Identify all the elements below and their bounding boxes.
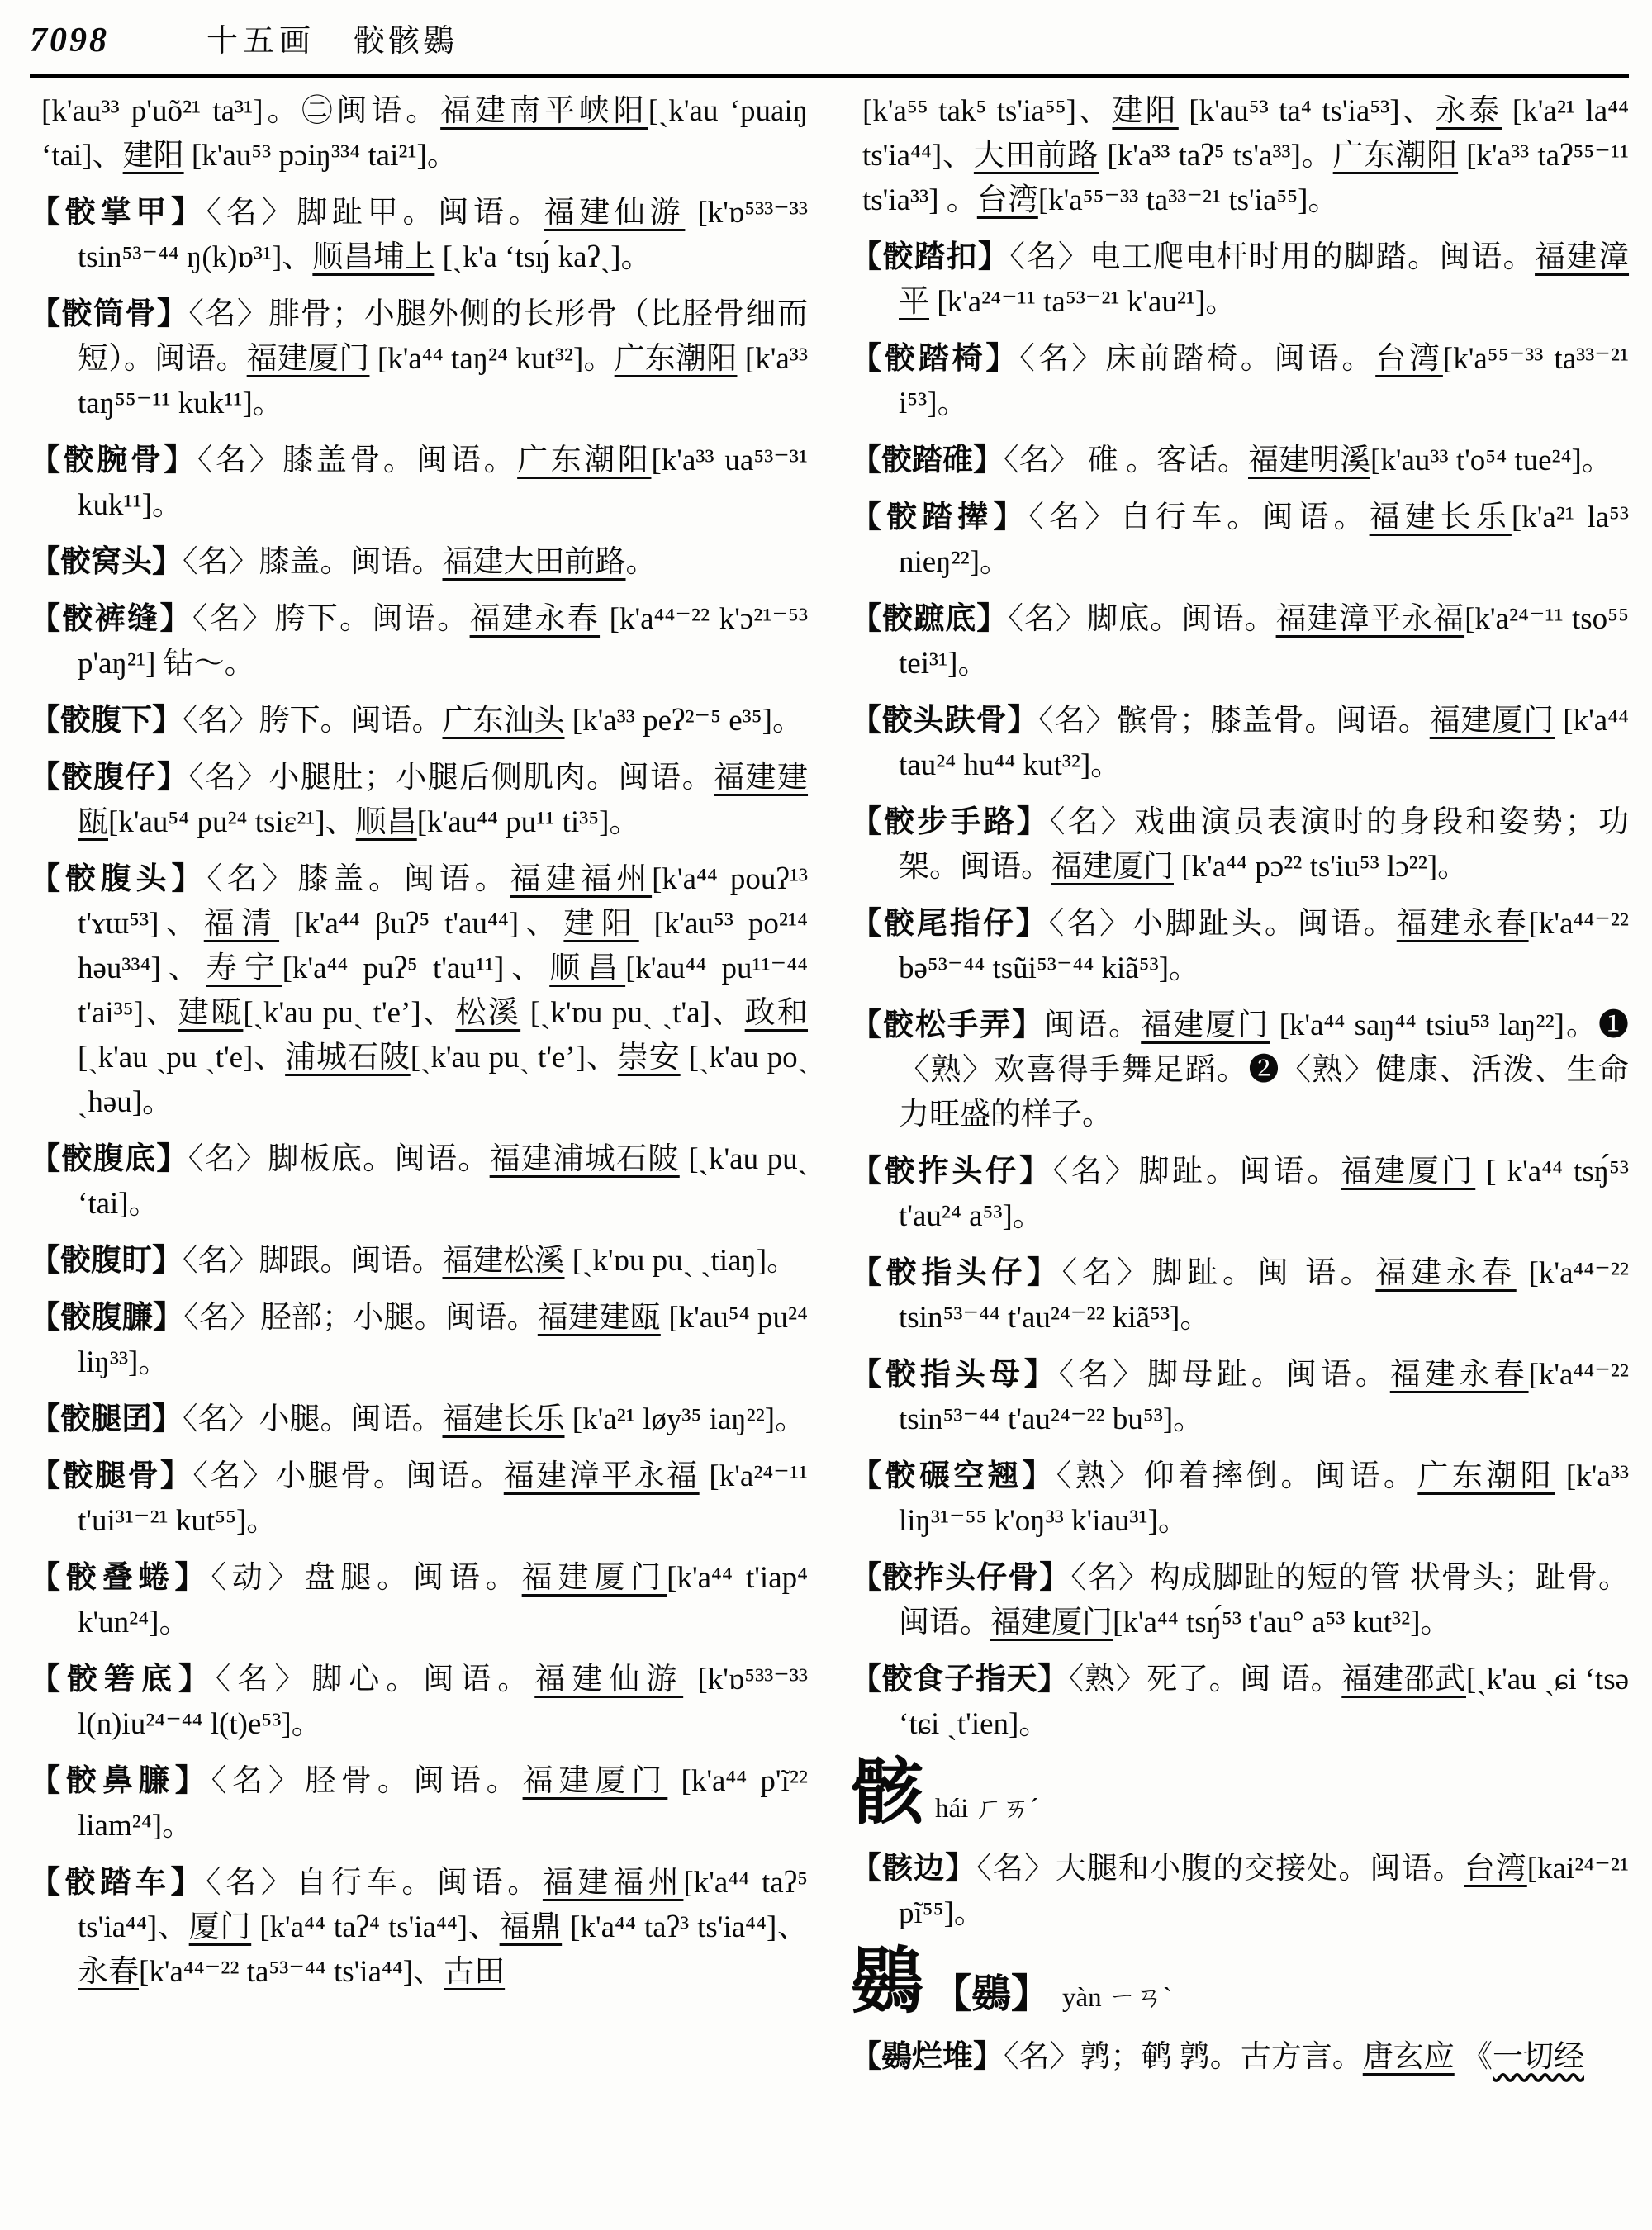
underlined-proper-noun: 福建福州 [510,862,653,896]
entry-text: [k'a²⁴⁻¹¹ t'ui³¹⁻²¹ kut⁵⁵]。 [78,1459,809,1538]
traditional-form: 【鷃】 [932,1972,1051,2017]
dictionary-entry [851,1658,1629,1747]
underlined-proper-noun: 崇安 [617,1041,681,1075]
entry-headword: 【骹步手路】 [851,805,1050,839]
entry-headword: 【骹尾指仔】 [851,907,1049,941]
underlined-proper-noun: 福清 [203,907,280,941]
entry-text: [k'au⁵³ ta⁴ ts'ia⁵³]、 [1178,94,1436,128]
entry-text: 〈名〉床前踏椅。闽语。 [1019,342,1376,376]
entry-text: [ˏk'au puˏ t'eʼ]、 [243,996,456,1030]
character-headword [851,1942,1629,2023]
entry-text: [k'a⁴⁴ pouʔ¹³ t'ɤɯ⁵³]、 [78,862,809,941]
underlined-proper-noun: 福建松溪 [442,1244,565,1278]
entry-headword: 【骹腿囝】 [30,1402,183,1436]
entry-text: 《 [1454,2040,1493,2075]
entry-text: [k'a²¹ løy³⁵ iaŋ²²]。 [564,1402,806,1436]
entry-text: 〈名〉脚趾。闽 语。 [1061,1256,1376,1290]
entry-text: 〈名〉小脚趾头。闽语。 [1048,907,1397,941]
entry-text: [k'a⁵⁵⁻³³ ta³³⁻²¹ ts'ia⁵⁵]。 [1037,183,1339,217]
entry-text: 〈名〉胫部；小腿。闽语。 [183,1301,538,1335]
entry-text: [k'a²⁴⁻¹¹ ta⁵³⁻²¹ k'au²¹]。 [929,285,1237,319]
entry-text: [k'a⁴⁴⁻²² tsin⁵³⁻⁴⁴ t'au²⁴⁻²² bu⁵³]。 [899,1358,1629,1436]
entry-text: [k'au⁵⁴ pu²⁴ tsiɛ²¹]、 [108,805,356,839]
entry-text: [ˏk'au puˏ ʻtai]。 [78,1142,809,1221]
underlined-proper-noun: 福建永春 [1396,907,1529,941]
left-column [30,89,808,2092]
entry-headword: 【骹蹠底】 [851,602,1009,636]
underlined-proper-noun: 福建仙游 [544,196,686,230]
entry-text: [k'a³³ taŋ⁵⁵⁻¹¹ kuk¹¹]。 [78,342,808,420]
entry-text: 〈名〉脚母趾。闽语。 [1058,1358,1390,1392]
underlined-proper-noun: 福建建瓯 [78,761,809,839]
entry-headword: 【骸边】 [851,1851,977,1886]
entry-headword: 【骹腹仔】 [30,761,189,795]
underlined-proper-noun: 福鼎 [499,1910,563,1944]
entry-headword: 【骹拃头仔骨】 [851,1561,1071,1595]
entry-text: 〈熟〉死了。闽 语。 [1068,1663,1342,1696]
entry-text: 〈名〉构成脚趾的短的管 状骨头；趾骨。闽语。 [899,1561,1630,1639]
dictionary-entry [851,1847,1629,1936]
entry-text: [k'au⁴⁴ pu¹¹ ti³⁵]。 [416,805,640,839]
dictionary-entry [851,1353,1629,1442]
underlined-proper-noun: 福建永春 [1375,1256,1517,1290]
underlined-proper-noun: 福建仙游 [534,1663,684,1696]
entry-text: [k'au⁴⁴ pu¹¹⁻⁴⁴ t'ai³⁵]、 [78,951,809,1030]
underlined-proper-noun: 福建厦门 [1341,1155,1476,1189]
entry-text: [k'a⁴⁴⁻²² tsin⁵³⁻⁴⁴ t'au²⁴⁻²² kiã⁵³]。 [899,1256,1630,1335]
entry-text: [k'a⁴⁴ tsŋ́⁵³ t'au° a⁵³ kut³²]。 [1113,1606,1451,1639]
entry-headword: 【骹腕骨】 [30,444,197,477]
underlined-proper-noun: 福建厦门 [522,1764,668,1798]
dictionary-entry [30,1861,808,1995]
entry-text: [k'a⁴⁴ t'iap⁴ k'un²⁴]。 [78,1561,809,1639]
entry-text: [k'a³³ taʔ⁵⁵⁻¹¹ ts'ia³³] 。 [862,139,1630,217]
header-rule [30,74,1629,78]
entry-continuation [851,89,1629,223]
underlined-proper-noun: 福建厦门 [246,342,370,376]
underlined-proper-noun: 福建永春 [469,602,601,636]
header-guide-characters: 骹骸鷃 [354,24,458,59]
underlined-proper-noun: 大田前路 [973,139,1099,173]
dictionary-entry [30,191,808,280]
entry-text: [k'a²¹ la⁵³ nieŋ²²]。 [899,501,1630,579]
underlined-proper-noun: 福建厦门 [1141,1008,1270,1042]
entry-headword: 【骹鼻臁】 [30,1764,211,1798]
entry-text: 。 [625,545,657,579]
entry-text: [k'a⁴⁴ p'ĩ²² liam²⁴]。 [78,1764,809,1843]
underlined-proper-noun: 松溪 [455,996,521,1030]
two-column-body [30,89,1629,2092]
entry-headword: 【骹踏碓】 [851,444,1004,477]
underlined-proper-noun: 台湾 [1375,342,1443,376]
entry-text: [k'a²¹ la⁴⁴ ts'ia⁴⁴]、 [862,94,1629,173]
entry-text: [k'a⁴⁴⁻²² bə⁵³⁻⁴⁴ tsũi⁵³⁻⁴⁴ kiã⁵³]。 [899,907,1630,985]
entry-text: 〈名〉小腿骨。闽语。 [192,1459,504,1493]
underlined-proper-noun: 建阳 [1112,94,1179,128]
entry-text: [ˏk'ɒu puˏ ˏt'a]、 [520,996,745,1030]
entry-text: 〈名〉脚趾。闽语。 [1052,1155,1341,1189]
entry-text: [k'a⁴⁴ βuʔ⁵ t'au⁴⁴]、 [279,907,564,941]
entry-text: 〈熟〉仰着摔倒。闽语。 [1056,1459,1418,1493]
stroke-section-title: 十五画 [206,24,316,59]
dictionary-entry [30,857,808,1125]
entry-headword: 【骹踏撵】 [851,501,1029,534]
entry-text: [k'a⁴⁴ puʔ⁵ t'au¹¹]、 [282,951,550,985]
entry-text: 〈名〉膝盖。闽语。 [206,862,510,896]
entry-text: [k'a³³ peʔ²⁻⁵ e³⁵]。 [564,704,803,738]
entry-headword: 【骹窝头】 [30,545,183,579]
dictionary-entry [851,1556,1629,1645]
underlined-proper-noun: 广东潮阳 [1417,1459,1555,1493]
entry-text: [k'a⁴⁴ tau²⁴ hu⁴⁴ kut³²]。 [899,704,1630,782]
entry-text: 〈名〉脚心。闽语。 [215,1663,535,1696]
underlined-proper-noun: 唐玄应 [1362,2040,1455,2075]
entry-text: [k'ɒ⁵³³⁻³³ tsin⁵³⁻⁴⁴ ŋ(k)ɒ³¹]、 [78,196,809,274]
entry-text: [k'a⁴⁴⁻²² k'ɔ²¹⁻⁵³ p'aŋ²¹] 钻～。 [78,602,809,681]
dictionary-entry [30,292,808,426]
entry-text: [k'au⁵³ pɔiŋ³³⁴ tai²¹]。 [183,139,458,173]
underlined-proper-noun: 福建长乐 [1369,501,1512,534]
entry-text: 〈名〉脚趾甲。闽语。 [206,196,544,230]
underlined-proper-noun: 台湾 [976,183,1038,217]
entry-text: 〈名〉自行车。闽语。 [206,1866,543,1900]
entry-text: [ˏk'au poˏ ˏhəu]。 [78,1041,808,1119]
entry-text: [k'ɒ⁵³³⁻³³ l(n)iu²⁴⁻⁴⁴ l(t)e⁵³]。 [78,1663,809,1741]
page-number: 7098 [30,21,109,59]
page-header [30,15,1629,68]
entry-headword: 【骹拃头仔】 [851,1155,1053,1189]
underlined-proper-noun: 福建厦门 [1429,704,1555,738]
underlined-proper-noun: 福建厦门 [521,1561,667,1595]
dictionary-entry [30,1397,808,1442]
underlined-proper-noun: 广东潮阳 [614,342,738,376]
underlined-proper-noun: 福建浦城石陂 [489,1142,680,1176]
entry-text: [k'a⁴⁴ taʔ³ ts'ia⁴⁴]、 [562,1910,809,1944]
entry-text: [k'a⁵⁵⁻³³ ta³³⁻²¹ i⁵³]。 [899,342,1630,420]
underlined-proper-noun: 福建长乐 [442,1402,565,1436]
entry-text: [ˏk'a ʻtsŋ́ kaʔˏ]。 [434,240,652,274]
underlined-proper-noun: 政和 [744,996,809,1030]
entry-text: [k'a⁴⁴ taʔ⁴ ts'ia⁴⁴]、 [251,1910,500,1944]
underlined-proper-noun: 福建福州 [542,1866,684,1900]
dictionary-entry [851,1150,1629,1239]
entry-text: 〈动〉盘腿。闽语。 [211,1561,522,1595]
entry-text: 〈名〉膝盖骨。闽语。 [197,444,518,477]
entry-text: 〈名〉脚板底。闽语。 [188,1142,490,1176]
entry-text: [k'a⁵⁵ tak⁵ ts'ia⁵⁵]、 [862,94,1113,128]
entry-headword: 【骹碾空翘】 [851,1459,1056,1493]
underlined-proper-noun: 永泰 [1436,94,1502,128]
entry-text: 闽语。 [1044,1008,1142,1042]
entry-text: 〈名〉膝盖。闽语。 [183,545,443,579]
entry-headword: 【骹踏椅】 [851,342,1020,376]
dictionary-entry [851,699,1629,788]
entry-text: 〈名〉脚底。闽语。 [1008,602,1276,636]
entry-text: [k'a³³ taʔ⁵ ts'a³³]。 [1099,139,1333,173]
entry-headword: 【骹腿骨】 [30,1459,193,1493]
headword-character: 骸 [851,1753,924,1834]
entry-headword: 【骹踏车】 [30,1866,206,1900]
entry-text: 〈名〉腓骨；小腿外侧的长形骨（比胫骨细而短）。闽语。 [78,297,809,376]
underlined-proper-noun: 福建漳平永福 [503,1459,700,1493]
dictionary-entry [30,1296,808,1385]
underlined-proper-noun: 福建明溪 [1248,444,1370,477]
dictionary-entry [30,1556,808,1645]
entry-text: 〈名〉胫骨。闽语。 [211,1764,523,1798]
entry-text: 〈名〉鹑；鹌 鹑。古方言。 [1004,2040,1363,2075]
entry-headword: 【骹踏扣】 [851,240,1010,274]
underlined-proper-noun: 福建南平峡阳 [440,94,648,128]
underlined-proper-noun: 顺昌埔上 [312,240,435,274]
dictionary-entry [30,1759,808,1848]
underlined-proper-noun: 广东潮阳 [1332,139,1459,173]
entry-text: [k'a⁴⁴ taʔ⁵ ts'ia⁴⁴]、 [78,1866,809,1944]
entry-text: 〈名〉大腿和小腹的交接处。闽语。 [976,1851,1464,1886]
underlined-proper-noun: 广东潮阳 [517,444,652,477]
dictionary-entry [851,800,1629,890]
entry-text: [k'a⁴⁴⁻²² ta⁵³⁻⁴⁴ ts'ia⁴⁴]、 [139,1955,444,1989]
underlined-proper-noun: 福建永春 [1389,1358,1529,1392]
dictionary-entry [851,2035,1629,2080]
entry-text: [ k'a⁴⁴ tsŋ́⁵³ t'au²⁴ a⁵³]。 [899,1155,1630,1233]
entry-headword: 【骹腹臁】 [30,1301,184,1335]
headword-reading: hái ㄏㄞˊ [935,1794,1039,1824]
entry-text: [k'au³³ p'uõ²¹ ta³¹]。㊁闽语。 [41,94,441,128]
right-column [851,89,1629,2092]
entry-text: 〈名〉髌骨；膝盖骨。闽语。 [1038,704,1430,738]
entry-headword: 【骹掌甲】 [30,196,206,230]
entry-text: 〈名〉小腿肚；小腿后侧肌肉。闽语。 [188,761,714,795]
dictionary-entry [30,1239,808,1283]
entry-text: [k'a⁴⁴ taŋ²⁴ kut³²]。 [369,342,615,376]
underlined-proper-noun: 福建邵武 [1341,1663,1466,1696]
dictionary-entry [851,902,1629,991]
entry-text: [ˏk'ɒu puˏ ˏtiaŋ]。 [564,1244,798,1278]
underlined-proper-noun: 福建建瓯 [537,1301,661,1335]
underlined-proper-noun: 建阳 [563,907,639,941]
dictionary-entry [851,1454,1629,1544]
entry-text: 〈名〉胯下。闽语。 [192,602,470,636]
entry-headword: 【骹指头仔】 [851,1256,1062,1290]
entry-headword: 【骹叠蜷】 [30,1561,211,1595]
entry-headword: 【骹头趺骨】 [851,704,1039,738]
underlined-proper-noun: 寿宁 [206,951,282,985]
underlined-proper-noun: 永春 [78,1955,139,1989]
entry-headword: 【骹腹下】 [30,704,183,738]
entry-text: 〈名〉电工爬电杆时用的脚踏。闽语。 [1009,240,1536,274]
entry-text: [kai²⁴⁻²¹ pĩ⁵⁵]。 [899,1851,1630,1930]
entry-text: 〈名〉自行车。闽语。 [1028,501,1370,534]
underlined-proper-noun: 建瓯 [178,996,244,1030]
headword-reading: yàn ㄧㄢˋ [1062,1983,1172,2013]
entry-headword: 【鷃烂堆】 [851,2040,1004,2075]
entry-text: [k'a²⁴⁻¹¹ tso⁵⁵ tei³¹]。 [899,602,1629,681]
entry-text: [ˏk'au ʻpuaiŋ ʻtai]、 [41,94,808,173]
entry-text: [k'au⁵³ po²¹⁴ həu³³⁴]、 [78,907,808,985]
entry-text: 〈名〉小腿。闽语。 [183,1402,443,1436]
dictionary-entry [30,756,808,845]
entry-text: 〈名〉戏曲演员表演时的身段和姿势；功架。闽语。 [899,805,1630,884]
entry-text: [ˏk'au puˏ t'eʼ]、 [410,1041,618,1075]
dictionary-entry [30,597,808,686]
headword-character: 鷃 [851,1942,924,2023]
underlined-proper-noun: 福建厦门 [1051,850,1174,884]
entry-text: [k'a⁴⁴ pɔ²² ts'iu⁵³ lɔ²²]。 [1174,850,1469,884]
entry-text: 〈名〉胯下。闽语。 [183,704,443,738]
entry-headword: 【骹腹头】 [30,862,207,896]
entry-headword: 【骹食子指天】 [851,1663,1069,1696]
underlined-proper-noun: 福建大田前路 [442,545,626,579]
entry-text: [k'a⁴⁴ saŋ⁴⁴ tsiu⁵³ laŋ²²]。❶〈熟〉欢喜得手舞足蹈。❷〈熟〉健康、活泼、生命力旺盛的样子。 [899,1008,1630,1132]
underlined-proper-noun: 一切经 [1493,2040,1584,2075]
underlined-proper-noun: 顺昌 [355,805,417,839]
underlined-proper-noun: 顺昌 [549,951,626,985]
underlined-proper-noun: 浦城石陂 [285,1041,411,1075]
dictionary-entry [851,1004,1629,1137]
underlined-proper-noun: 福建漳平 [899,240,1630,319]
underlined-proper-noun: 福建漳平永福 [1275,602,1465,636]
dictionary-entry [851,496,1629,585]
entry-text: [ˏk'au ˏpu ˏt'e]、 [78,1041,286,1075]
entry-headword: 【骹指头母】 [851,1358,1059,1392]
entry-text: [k'a³³ liŋ³¹⁻⁵⁵ k'oŋ³³ k'iau³¹]。 [899,1459,1629,1538]
underlined-proper-noun: 广东汕头 [442,704,565,738]
underlined-proper-noun: 古田 [444,1955,506,1989]
entry-text: [k'a³³ ua⁵³⁻³¹ kuk¹¹]。 [78,444,809,522]
entry-headword: 【骹松手弄】 [851,1008,1045,1042]
entry-text: [k'au³³ t'o⁵⁴ tue²⁴]。 [1370,444,1612,477]
dictionary-entry [851,439,1629,483]
character-headword [851,1753,1629,1834]
dictionary-entry [30,439,808,528]
entry-headword: 【骹腹底】 [30,1142,188,1176]
dictionary-entry [851,337,1629,426]
dictionary-entry [30,540,808,585]
dictionary-entry [851,235,1629,325]
entry-text: [ˏk'au ˏɕi ʻtsə ʻtɕi ˏt'ien]。 [899,1663,1630,1741]
underlined-proper-noun: 建阳 [122,139,184,173]
entry-headword: 【骹腹盯】 [30,1244,183,1278]
dictionary-entry [30,1454,808,1544]
dictionary-entry [30,699,808,743]
entry-headword: 【骹裤缝】 [30,602,192,636]
dictionary-entry [30,1658,808,1747]
entry-headword: 【骹箬底】 [30,1663,216,1696]
dictionary-entry [30,1137,808,1226]
entry-text: [k'au⁵⁴ pu²⁴ liŋ³³]。 [78,1301,809,1379]
underlined-proper-noun: 厦门 [188,1910,252,1944]
entry-text: 〈名〉脚跟。闽语。 [183,1244,443,1278]
underlined-proper-noun: 福建厦门 [990,1606,1113,1639]
entry-headword: 【骹筒骨】 [30,297,189,331]
underlined-proper-noun: 台湾 [1464,1851,1527,1886]
entry-text: 〈名〉 碓 。客话。 [1004,444,1248,477]
entry-continuation [30,89,808,178]
dictionary-entry [851,597,1629,686]
dictionary-entry [851,1251,1629,1340]
